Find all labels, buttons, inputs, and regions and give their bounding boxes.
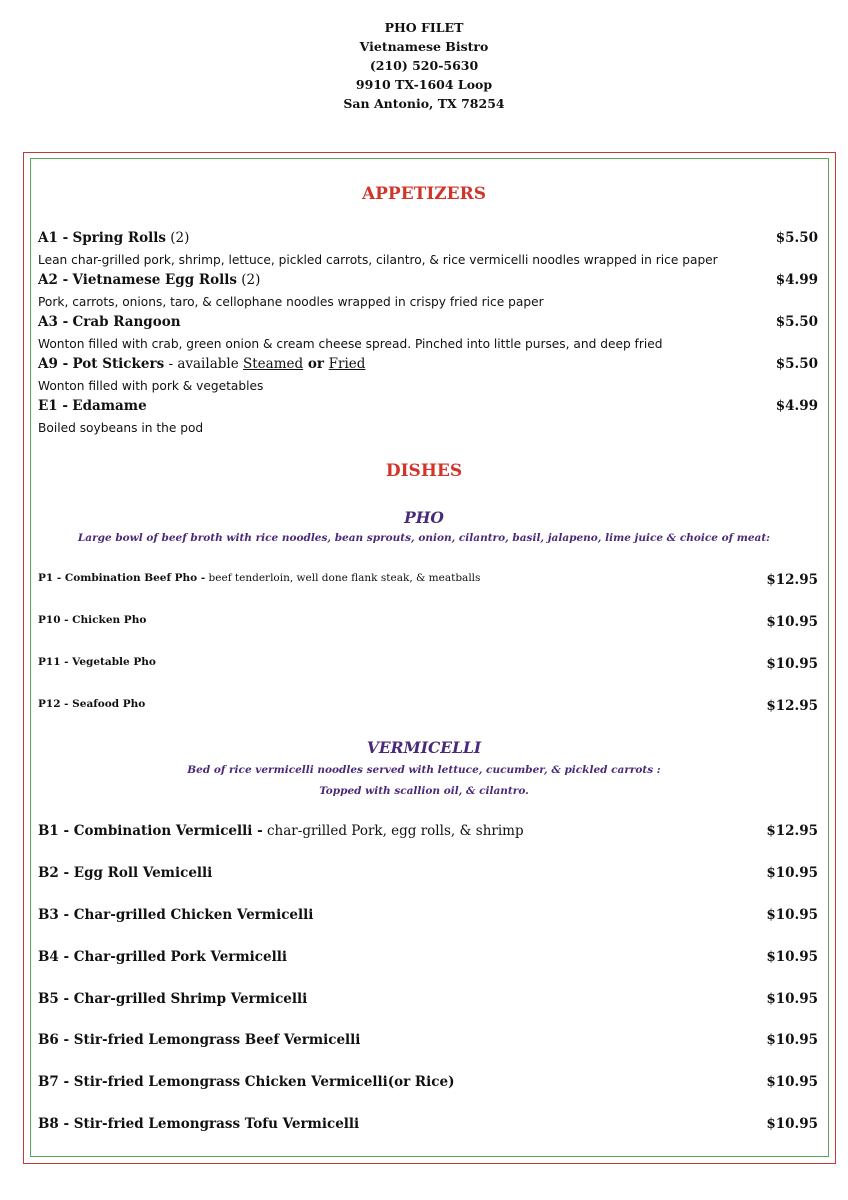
restaurant-phone[interactable]: (210) 520-5630 — [369, 58, 479, 73]
pho-description: Large bowl of beef broth with rice noodles, bean sprouts, onion, cilantro, basil, jalapeno, lime juice & choice of meat: — [77, 532, 771, 544]
item-name: A9 - Pot Stickers - available Steamed or Fried — [38, 356, 366, 372]
item-price: $10.95 — [766, 865, 818, 881]
menu-item-b1 — [38, 823, 818, 843]
item-name: B4 - Char-grilled Pork Vermicelli — [38, 949, 287, 965]
item-description: Lean char-grilled pork, shrimp, lettuce, pickled carrots, cilantro, & rice vermicelli noodles wrapped in rice paper — [38, 253, 718, 267]
item-name: B6 - Stir-fried Lemongrass Beef Vermicelli — [38, 1032, 361, 1048]
item-price: $10.95 — [766, 949, 818, 965]
item-name: B3 - Char-grilled Chicken Vermicelli — [38, 907, 314, 923]
item-price: $12.95 — [766, 698, 818, 714]
item-name: B1 - Combination Vermicelli - char-grilled Pork, egg rolls, & shrimp — [38, 823, 524, 839]
restaurant-street: 9910 TX-1604 Loop — [355, 77, 493, 92]
restaurant-tagline: Vietnamese Bistro — [359, 39, 489, 54]
steamed-option: Steamed — [242, 356, 304, 372]
dishes-title: DISHES — [385, 461, 463, 481]
item-price: $4.99 — [775, 398, 818, 414]
vermicelli-title: VERMICELLI — [366, 738, 482, 757]
restaurant-name: PHO FILET — [384, 20, 464, 35]
fried-option: Fried — [328, 356, 366, 372]
item-name: A1 - Spring Rolls (2) — [38, 230, 190, 246]
item-price: $10.95 — [766, 1074, 818, 1090]
item-price: $10.95 — [766, 907, 818, 923]
vermicelli-description: Bed of rice vermicelli noodles served with lettuce, cucumber, & pickled carrots : — [187, 764, 661, 776]
item-price: $12.95 — [766, 823, 818, 839]
item-description: Pork, carrots, onions, taro, & cellophane noodles wrapped in crispy fried rice paper — [38, 295, 544, 309]
menu-item-p12 — [38, 698, 818, 718]
menu-item-p11 — [38, 656, 818, 676]
menu-item-b7 — [38, 1074, 818, 1094]
item-price: $5.50 — [775, 356, 818, 372]
item-price: $10.95 — [766, 1116, 818, 1132]
menu-item-a1 — [38, 230, 818, 250]
pho-title: PHO — [404, 508, 444, 527]
item-description: Wonton filled with pork & vegetables — [38, 379, 264, 393]
item-name: B5 - Char-grilled Shrimp Vermicelli — [38, 991, 308, 1007]
vermicelli-topping: Topped with scallion oil, & cilantro. — [319, 785, 529, 797]
menu-item-a9 — [38, 356, 818, 376]
menu-item-a2 — [38, 272, 818, 292]
menu-item-a3 — [38, 314, 818, 334]
restaurant-city: San Antonio, TX 78254 — [343, 96, 505, 111]
item-description: Boiled soybeans in the pod — [38, 421, 204, 435]
menu-item-b2 — [38, 865, 818, 885]
item-price: $12.95 — [766, 572, 818, 588]
item-name: P11 - Vegetable Pho — [38, 656, 156, 668]
item-name: E1 - Edamame — [38, 398, 147, 414]
item-name: A2 - Vietnamese Egg Rolls (2) — [38, 272, 261, 288]
item-price: $4.99 — [775, 272, 818, 288]
item-name: P1 - Combination Beef Pho - beef tenderloin, well done flank steak, & meatballs — [38, 572, 481, 584]
item-name: B7 - Stir-fried Lemongrass Chicken Vermicelli(or Rice) — [38, 1074, 455, 1090]
item-price: $10.95 — [766, 656, 818, 672]
item-price: $5.50 — [775, 314, 818, 330]
item-name: P10 - Chicken Pho — [38, 614, 147, 626]
item-name: P12 - Seafood Pho — [38, 698, 146, 710]
item-price: $10.95 — [766, 991, 818, 1007]
item-name: B8 - Stir-fried Lemongrass Tofu Vermicelli — [38, 1116, 360, 1132]
menu-item-b4 — [38, 949, 818, 969]
menu-item-e1 — [38, 398, 818, 418]
item-name: B2 - Egg Roll Vemicelli — [38, 865, 213, 881]
menu-item-b8 — [38, 1116, 818, 1136]
menu-item-b5 — [38, 991, 818, 1011]
item-price: $5.50 — [775, 230, 818, 246]
menu-item-b3 — [38, 907, 818, 927]
menu-item-b6 — [38, 1032, 818, 1052]
menu-item-p1 — [38, 572, 818, 592]
item-price: $10.95 — [766, 614, 818, 630]
restaurant-header — [0, 18, 848, 113]
item-description: Wonton filled with crab, green onion & cream cheese spread. Pinched into little purses, and deep fried — [38, 337, 663, 351]
item-name: A3 - Crab Rangoon — [38, 314, 181, 330]
appetizers-title: APPETIZERS — [361, 184, 487, 204]
menu-item-p10 — [38, 614, 818, 634]
item-price: $10.95 — [766, 1032, 818, 1048]
